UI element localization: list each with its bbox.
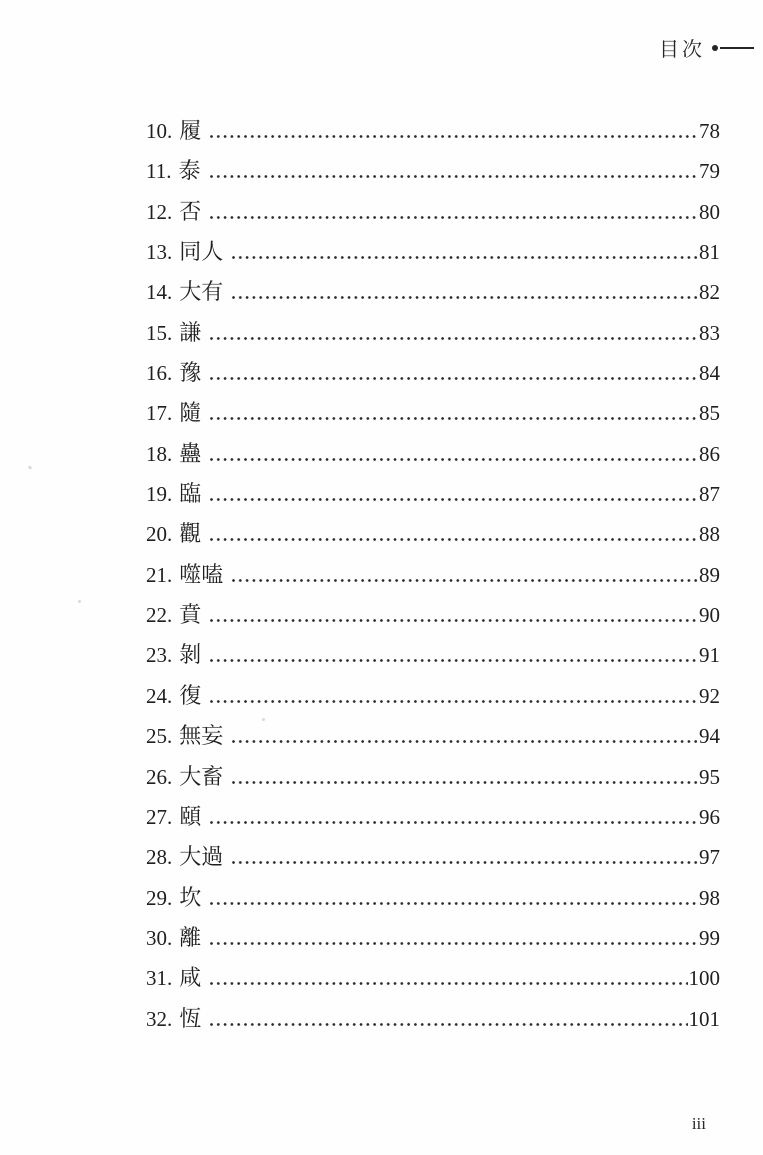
toc-list (146, 111, 720, 1039)
entry-title: 隨 (179, 400, 202, 426)
entry-title: 噬嗑 (179, 561, 224, 587)
entry-title: 咸 (179, 965, 202, 991)
dot-leader (210, 337, 698, 340)
scan-speck (78, 600, 81, 603)
entry-title: 謙 (179, 319, 202, 345)
dot-leader (210, 377, 698, 380)
entry-page: 100 (688, 966, 720, 991)
entry-number: 30. (146, 925, 173, 950)
entry-page: 80 (699, 199, 720, 224)
toc-entry (146, 514, 720, 554)
entry-number: 13. (146, 240, 173, 265)
entry-number: 15. (146, 320, 173, 345)
toc-entry (146, 918, 720, 958)
dot-leader (210, 175, 699, 178)
dot-leader (210, 942, 698, 945)
entry-title: 大有 (179, 279, 224, 305)
entry-title: 無妄 (179, 723, 224, 749)
toc-entry (146, 635, 720, 675)
entry-page: 97 (699, 845, 720, 870)
entry-page: 99 (699, 925, 720, 950)
page-header (659, 33, 754, 62)
entry-title: 離 (179, 924, 202, 950)
toc-entry (146, 313, 720, 353)
toc-entry (146, 393, 720, 433)
dot-leader (232, 296, 698, 299)
entry-number: 24. (146, 683, 173, 708)
entry-page: 84 (699, 361, 720, 386)
entry-number: 27. (146, 804, 173, 829)
entry-number: 21. (146, 562, 173, 587)
entry-page: 101 (688, 1006, 720, 1031)
entry-title: 觀 (179, 521, 202, 547)
dot-leader (232, 579, 698, 582)
entry-number: 22. (146, 603, 173, 628)
entry-number: 31. (146, 966, 173, 991)
entry-number: 16. (146, 361, 173, 386)
entry-number: 14. (146, 280, 173, 305)
entry-number: 12. (146, 199, 173, 224)
entry-title: 頤 (179, 803, 202, 829)
toc-entry (146, 716, 720, 756)
dot-leader (210, 700, 698, 703)
entry-page: 92 (699, 683, 720, 708)
entry-title: 大過 (179, 844, 224, 870)
entry-title: 履 (179, 118, 202, 143)
entry-number: 25. (146, 724, 173, 749)
scan-speck (28, 465, 33, 470)
toc-entry (146, 192, 720, 232)
toc-entry (146, 878, 720, 918)
entry-number: 17. (146, 401, 173, 426)
entry-title: 否 (179, 198, 202, 224)
entry-number: 19. (146, 482, 173, 507)
toc-entry (146, 999, 720, 1039)
dot-leader (210, 902, 698, 905)
toc-entry (146, 232, 720, 272)
toc-entry (146, 151, 720, 191)
entry-title: 剝 (179, 642, 202, 668)
entry-page: 81 (699, 240, 720, 265)
header-title: 目次 (659, 39, 705, 61)
dot-leader (210, 619, 698, 622)
toc-entry (146, 474, 720, 514)
dot-leader (210, 135, 698, 138)
entry-number: 26. (146, 764, 173, 789)
entry-page: 95 (699, 764, 720, 789)
toc-entry (146, 958, 720, 998)
entry-title: 臨 (179, 481, 202, 507)
toc-entry (146, 353, 720, 393)
toc-entry (146, 272, 720, 312)
entry-page: 90 (699, 603, 720, 628)
dot-leader (232, 256, 698, 259)
entry-number: 20. (146, 522, 173, 547)
entry-page: 86 (699, 441, 720, 466)
dot-leader (210, 498, 698, 501)
dot-leader (210, 982, 687, 985)
bullet-icon (712, 45, 718, 51)
entry-title: 賁 (179, 602, 202, 628)
dot-leader (210, 821, 698, 824)
entry-number: 29. (146, 885, 173, 910)
entry-page: 85 (699, 401, 720, 426)
scan-speck (262, 718, 265, 721)
dot-leader (210, 538, 698, 541)
entry-title: 恆 (179, 1005, 202, 1031)
entry-number: 11. (146, 159, 172, 184)
entry-title: 蠱 (179, 440, 202, 466)
entry-title: 泰 (178, 158, 201, 184)
dot-leader (232, 740, 698, 743)
entry-number: 10. (146, 119, 173, 143)
entry-title: 大畜 (179, 763, 224, 789)
toc-entry (146, 111, 720, 151)
entry-number: 23. (146, 643, 173, 668)
folio-page-number: iii (691, 1114, 706, 1133)
dot-leader (210, 216, 698, 219)
dot-leader (232, 861, 698, 864)
entry-page: 79 (699, 159, 720, 184)
dot-leader (210, 417, 698, 420)
entry-page: 88 (699, 522, 720, 547)
entry-page: 82 (699, 280, 720, 305)
entry-page: 98 (699, 885, 720, 910)
toc-entry (146, 555, 720, 595)
entry-page: 83 (699, 320, 720, 345)
entry-number: 18. (146, 441, 173, 466)
entry-page: 87 (699, 482, 720, 507)
entry-page: 96 (699, 804, 720, 829)
entry-title: 豫 (179, 360, 202, 386)
dot-leader (210, 659, 698, 662)
entry-title: 復 (179, 682, 202, 708)
entry-page: 94 (699, 724, 720, 749)
entry-page: 78 (699, 119, 720, 143)
dot-leader (210, 1023, 687, 1026)
entry-title: 坎 (179, 884, 202, 910)
dot-leader (232, 781, 698, 784)
entry-page: 89 (699, 562, 720, 587)
toc-entry (146, 797, 720, 837)
entry-number: 28. (146, 845, 173, 870)
toc-entry (146, 757, 720, 797)
header-rule-icon (720, 47, 754, 49)
entry-page: 91 (699, 643, 720, 668)
entry-title: 同人 (179, 239, 224, 265)
toc-entry (146, 676, 720, 716)
toc-entry (146, 595, 720, 635)
toc-entry (146, 434, 720, 474)
toc-entry (146, 837, 720, 877)
entry-number: 32. (146, 1006, 173, 1031)
dot-leader (210, 458, 698, 461)
